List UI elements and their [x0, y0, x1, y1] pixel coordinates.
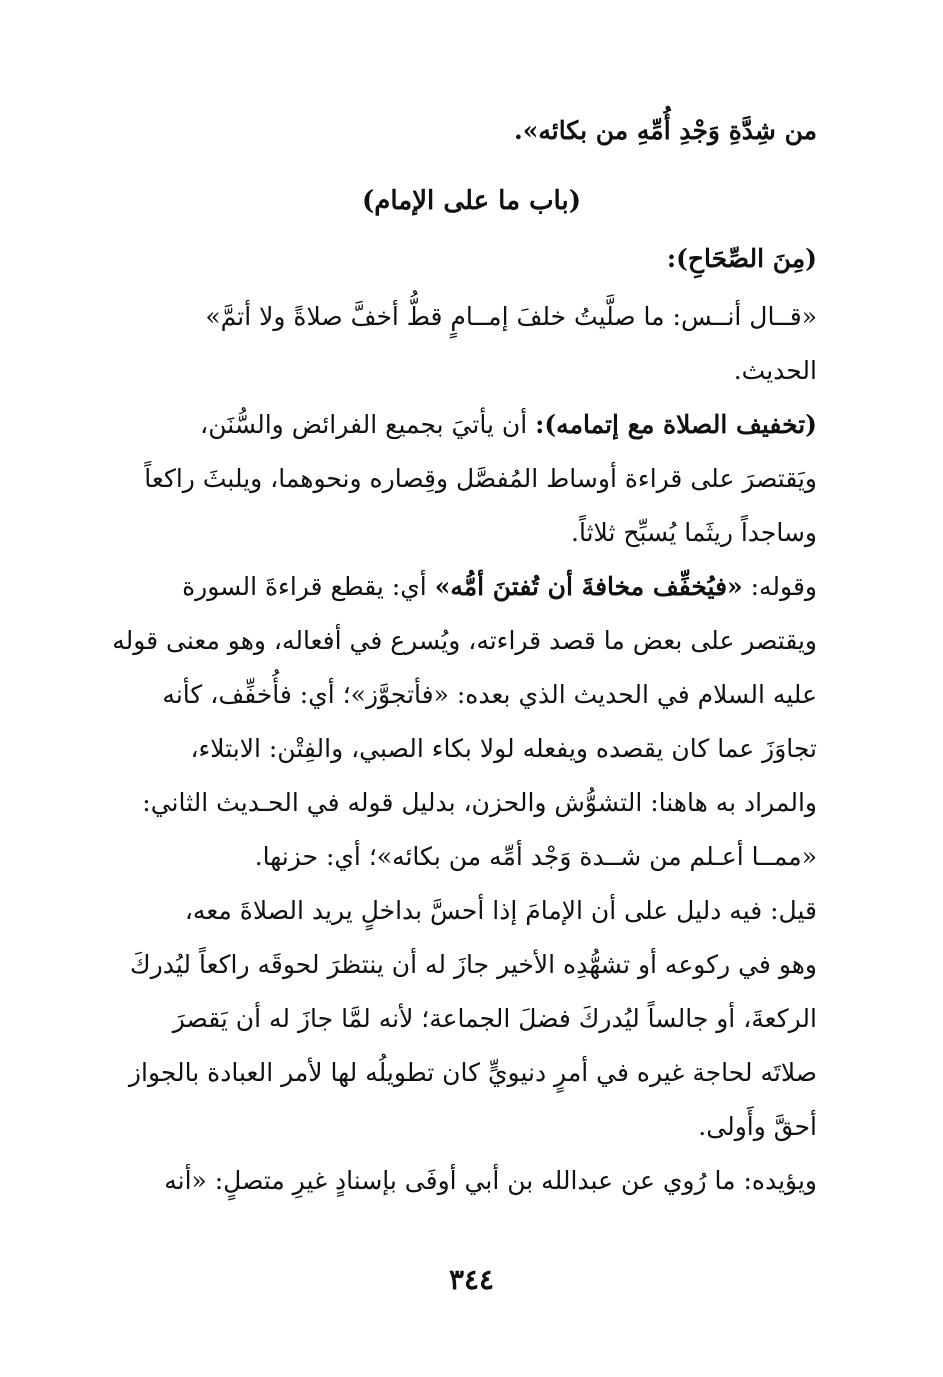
paragraph-line: أحقَّ وأَولى.: [698, 1112, 817, 1141]
section-heading-block: [109, 232, 817, 286]
hadith-block: [109, 290, 817, 398]
paragraph-text: وقوله:: [742, 572, 817, 601]
paragraph-takhfif: [109, 398, 817, 560]
paragraph-qila: [109, 884, 817, 1154]
paragraph-line: قيل: فيه دليل على أن الإمامَ إذا أحسَّ بداخلٍ يريد الصلاةَ معه،: [184, 896, 817, 925]
hadith-line: الحديث.: [733, 356, 817, 385]
section-heading: (مِنَ الصِّحَاحِ):: [666, 244, 817, 273]
page-number: ٣٤٤: [448, 1263, 495, 1296]
paragraph-line: وهو في ركوعه أو تشهُّدِه الأخير جازَ له أن ينتظرَ لحوقَه راكعاً ليُدركَ: [130, 950, 817, 979]
opening-fragment: [109, 104, 817, 158]
paragraph-yuayyiduhu: [109, 1154, 817, 1208]
paragraph-text: أن يأتيَ بجميع الفرائض والسُّنَن،: [200, 410, 536, 439]
paragraph-lead: (تخفيف الصلاة مع إتمامه):: [535, 410, 817, 439]
opening-line: من شِدَّةِ وَجْدِ أُمِّهِ من بكائه».: [514, 116, 817, 145]
paragraph-line: ويؤيده: ما رُوي عن عبدالله بن أبي أوفَى بإسنادٍ غيرِ متصلٍ: «أنه: [164, 1166, 817, 1195]
paragraph-line: عليه السلام في الحديث الذي بعده: «فأتجوَّز»؛ أي: فأُخفِّف، كأنه: [162, 680, 817, 709]
paragraph-text: أي: يقطع قراءةَ السورة: [182, 572, 435, 601]
paragraph-line: [109, 398, 817, 452]
paragraph-line: ويَقتصرَ على قراءة أوساط المُفصَّل وقِصاره ونحوهما، ويلبثَ راكعاً: [144, 464, 817, 493]
quoted-hadith: «فيُخفِّف مخافةَ أن تُفتنَ أمُّه»: [434, 572, 743, 601]
paragraph-line: وساجداً ريثَما يُسبِّح ثلاثاً.: [571, 518, 817, 547]
hadith-line: «قــال أنــس: ما صلَّيتُ خلفَ إمــامٍ قطُّ أخفَّ صلاةً ولا أتمَّ»: [205, 302, 817, 331]
paragraph-line: والمراد به هاهنا: التشوُّش والحزن، بدليل قوله في الحـديث الثاني:: [142, 788, 817, 817]
paragraph-line: ويقتصر على بعض ما قصد قراءته، ويُسرع في أفعاله، وهو معنى قوله: [112, 626, 817, 655]
paragraph-qawluhu: [109, 560, 817, 884]
paragraph-line: تجاوَزَ عما كان يقصده ويفعله لولا بكاء الصبي، والفِتْن: الابتلاء،: [190, 734, 817, 763]
paragraph-line: «ممــا أعـلم من شــدة وَجْد أمِّه من بكائه»؛ أي: حزنها.: [254, 842, 817, 871]
paragraph-line: صلاتَه لحاجة غيره في أمرٍ دنيويٍّ كان تطويلُه لها لأمر العبادة بالجواز: [128, 1058, 817, 1087]
paragraph-line: [109, 560, 817, 614]
paragraph-line: الركعةَ، أو جالساً ليُدركَ فضلَ الجماعة؛ لأنه لمَّا جازَ له أن يَقصرَ: [172, 1004, 817, 1033]
chapter-title: (باب ما على الإمام): [361, 186, 582, 216]
